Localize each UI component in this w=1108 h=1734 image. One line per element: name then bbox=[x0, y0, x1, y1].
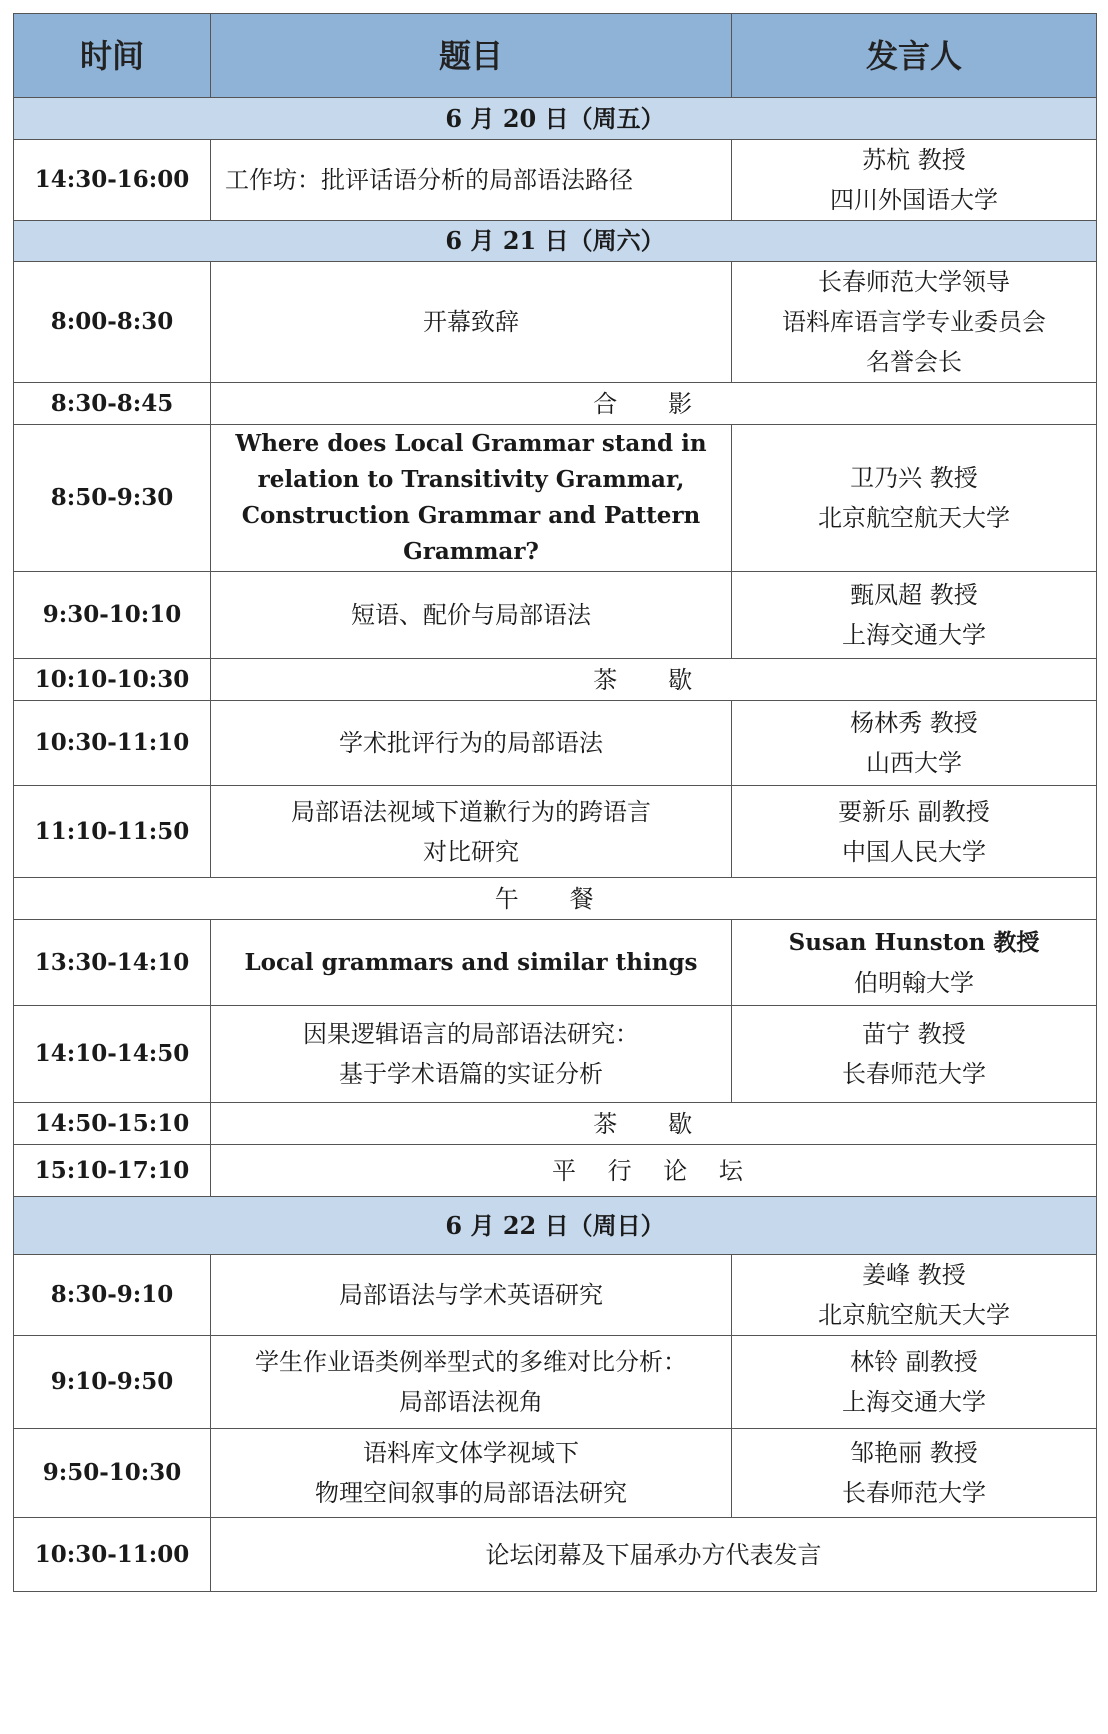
session-topic bbox=[211, 262, 732, 383]
lunch-row bbox=[14, 878, 1097, 920]
session-topic bbox=[211, 1006, 732, 1103]
session-speaker bbox=[732, 425, 1097, 572]
session-time: 8:30-8:45 bbox=[14, 383, 211, 425]
session-time: 11:10-11:50 bbox=[14, 786, 211, 878]
header-topic: 题目 bbox=[211, 14, 732, 98]
session-row bbox=[14, 425, 1097, 572]
text-line: 基于学术语篇的实证分析 bbox=[339, 1060, 603, 1088]
text-line: 伯明翰大学 bbox=[854, 968, 974, 997]
session-topic bbox=[211, 1429, 732, 1518]
text-line: 山西大学 bbox=[866, 749, 962, 777]
text-line: Grammar? bbox=[403, 538, 539, 565]
text-line: 苏杭 教授 bbox=[862, 146, 966, 174]
date-row bbox=[14, 98, 1097, 140]
header-time: 时间 bbox=[14, 14, 211, 98]
text-line: Where does Local Grammar stand in bbox=[235, 430, 707, 457]
schedule-table bbox=[13, 13, 1097, 1592]
date-row bbox=[14, 221, 1097, 262]
session-row bbox=[14, 920, 1097, 1006]
session-topic bbox=[211, 1336, 732, 1429]
session-row bbox=[14, 140, 1097, 221]
session-time: 14:50-15:10 bbox=[14, 1103, 211, 1145]
text-line: 姜峰 教授 bbox=[862, 1261, 966, 1289]
text-line: 合 影 bbox=[593, 389, 714, 418]
date-row bbox=[14, 1197, 1097, 1255]
text-line: 语料库文体学视域下 bbox=[363, 1439, 579, 1467]
session-time: 10:30-11:10 bbox=[14, 701, 211, 786]
text-line: 局部语法视域下道歉行为的跨语言 bbox=[291, 797, 651, 826]
text-line: 因果逻辑语言的局部语法研究： bbox=[303, 1020, 639, 1048]
session-topic bbox=[211, 701, 732, 786]
session-time: 15:10-17:10 bbox=[14, 1145, 211, 1197]
text-line: 长春师范大学领导 bbox=[818, 268, 1010, 296]
session-time: 14:10-14:50 bbox=[14, 1006, 211, 1103]
session-row bbox=[14, 786, 1097, 878]
session-speaker bbox=[732, 140, 1097, 221]
text-line: 局部语法与学术英语研究 bbox=[339, 1281, 603, 1309]
session-row bbox=[14, 701, 1097, 786]
text-line: 中国人民大学 bbox=[842, 837, 986, 866]
text-line: 四川外国语大学 bbox=[830, 186, 998, 214]
text-line: 北京航空航天大学 bbox=[818, 1301, 1010, 1329]
closing-label: 论坛闭幕及下届承办方代表发言 bbox=[211, 1518, 1097, 1592]
text-line: 卫乃兴 教授 bbox=[850, 464, 978, 492]
text-line: 对比研究 bbox=[423, 837, 519, 866]
session-speaker bbox=[732, 1429, 1097, 1518]
session-row bbox=[14, 262, 1097, 383]
session-speaker bbox=[732, 572, 1097, 659]
break-row bbox=[14, 383, 1097, 425]
break-label bbox=[211, 659, 1097, 701]
text-line: 苗宁 教授 bbox=[862, 1020, 966, 1048]
date-label: 6 月 22 日（周日） bbox=[14, 1197, 1097, 1255]
text-line: 北京航空航天大学 bbox=[818, 504, 1010, 532]
session-speaker bbox=[732, 920, 1097, 1006]
date-label: 6 月 20 日（周五） bbox=[14, 98, 1097, 140]
session-topic bbox=[211, 786, 732, 878]
session-topic bbox=[211, 572, 732, 659]
text-line: 甄凤超 教授 bbox=[850, 581, 978, 609]
session-speaker bbox=[732, 1006, 1097, 1103]
session-time: 10:30-11:00 bbox=[14, 1518, 211, 1592]
text-line: 上海交通大学 bbox=[842, 1388, 986, 1416]
lunch-label bbox=[14, 878, 1097, 920]
break-row bbox=[14, 1103, 1097, 1145]
session-topic bbox=[211, 140, 732, 221]
header-speaker: 发言人 bbox=[732, 14, 1097, 98]
text-line: 要新乐 副教授 bbox=[838, 797, 990, 826]
session-time: 13:30-14:10 bbox=[14, 920, 211, 1006]
text-line: 学生作业语类例举型式的多维对比分析： bbox=[255, 1348, 687, 1376]
session-time: 9:30-10:10 bbox=[14, 572, 211, 659]
session-topic bbox=[211, 920, 732, 1006]
text-line: 邹艳丽 教授 bbox=[850, 1439, 978, 1467]
header-row bbox=[14, 14, 1097, 98]
closing-row bbox=[14, 1518, 1097, 1592]
text-line: 开幕致辞 bbox=[423, 308, 519, 336]
text-line: Susan Hunston 教授 bbox=[788, 928, 1040, 956]
text-line: 语料库语言学专业委员会 bbox=[782, 308, 1046, 336]
text-line: 长春师范大学 bbox=[842, 1060, 986, 1088]
text-line: 短语、配价与局部语法 bbox=[351, 601, 591, 629]
text-line: 物理空间叙事的局部语法研究 bbox=[315, 1479, 627, 1507]
session-row bbox=[14, 1255, 1097, 1336]
text-line: 林铃 副教授 bbox=[850, 1348, 978, 1376]
session-speaker bbox=[732, 1255, 1097, 1336]
forum-row bbox=[14, 1145, 1097, 1197]
session-speaker bbox=[732, 1336, 1097, 1429]
text-line: 平 行 论 坛 bbox=[552, 1156, 755, 1185]
text-line: 工作坊：批评话语分析的局部语法路径 bbox=[225, 166, 633, 194]
text-line: 名誉会长 bbox=[866, 348, 962, 376]
forum-label bbox=[211, 1145, 1097, 1197]
date-label: 6 月 21 日（周六） bbox=[14, 221, 1097, 262]
text-line: Construction Grammar and Pattern bbox=[241, 502, 701, 529]
text-line: 午 餐 bbox=[494, 884, 616, 913]
text-line: 局部语法视角 bbox=[399, 1388, 543, 1416]
session-row bbox=[14, 1006, 1097, 1103]
break-label bbox=[211, 1103, 1097, 1145]
text-line: relation to Transitivity Grammar, bbox=[257, 466, 685, 493]
session-row bbox=[14, 1336, 1097, 1429]
break-row bbox=[14, 659, 1097, 701]
session-speaker bbox=[732, 701, 1097, 786]
text-line: 茶 歇 bbox=[593, 1109, 714, 1138]
session-time: 10:10-10:30 bbox=[14, 659, 211, 701]
session-time: 9:50-10:30 bbox=[14, 1429, 211, 1518]
session-topic bbox=[211, 1255, 732, 1336]
session-speaker bbox=[732, 262, 1097, 383]
session-time: 8:30-9:10 bbox=[14, 1255, 211, 1336]
session-row bbox=[14, 572, 1097, 659]
text-line: 学术批评行为的局部语法 bbox=[339, 729, 603, 757]
session-time: 9:10-9:50 bbox=[14, 1336, 211, 1429]
session-row bbox=[14, 1429, 1097, 1518]
session-time: 14:30-16:00 bbox=[14, 140, 211, 221]
session-time: 8:00-8:30 bbox=[14, 262, 211, 383]
session-speaker bbox=[732, 786, 1097, 878]
text-line: Local grammars and similar things bbox=[244, 948, 698, 976]
text-line: 杨林秀 教授 bbox=[850, 709, 978, 737]
text-line: 长春师范大学 bbox=[842, 1479, 986, 1507]
session-time: 8:50-9:30 bbox=[14, 425, 211, 572]
break-label bbox=[211, 383, 1097, 425]
text-line: 上海交通大学 bbox=[842, 621, 986, 649]
session-topic bbox=[211, 425, 732, 572]
text-line: 茶 歇 bbox=[593, 665, 714, 694]
